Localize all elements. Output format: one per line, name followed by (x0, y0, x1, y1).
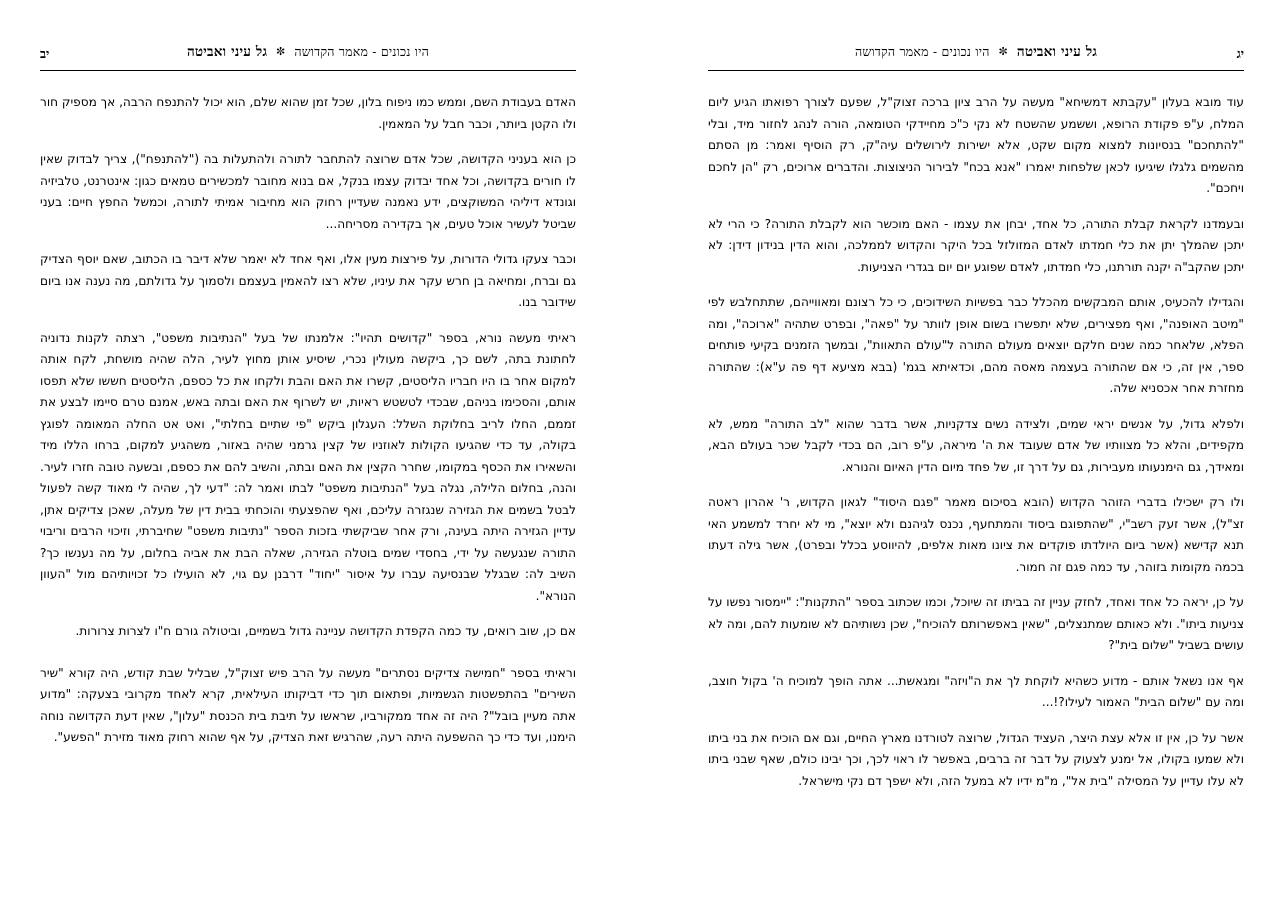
running-head-right-section: היו נכונים - מאמר הקדושה (294, 44, 430, 59)
paragraph: על כן, יראה כל אחד ואחד, לחזק עניין זה בביתו זה שיוכל, וכמו שכתוב בספר "התקנות": "יימסור נפשו על צניעות ביתו". ולא כאותם שמתנצלים, "שאין באפשרותם להוכיח", שכן נשותיהם לא שומעות להם, ומה לא עושים בשביל "שלום בית"? (708, 595, 1244, 653)
paragraph: וראיתי בספר "חמישה צדיקים נסתרים" מעשה על הרב פיש זצוק"ל, שבליל שבת קודש, היה קורא "שיר השירים" בהתפשטות הגשמיות, ופתאום תוך כדי דביקותו העילאית, קרא לאחד מקרובי בצעקה: "מדוע אתה מעיין בובל"? היה זה אחד ממקורביו, שראשו על תיבת בית הכנסת "עלון", שאין דעת הקדושה נוחה הימנו, ועד כדי כך ההשפעה היתה רעה, שהרגיש זאת הצדיק, על אף שהוא רחוק מאוד מזירת "הפשע". (40, 665, 576, 745)
page-left-content-area (708, 44, 1244, 847)
running-head-right (40, 44, 576, 74)
header-rule-right (40, 70, 576, 71)
paragraph: עוד מובא בעלון "עקבתא דמשיחא" מעשה על הרב ציון ברכה זצוק"ל, שפעם לצורך רפואתו הגיע ליום המלח, ע"פ פקודת הרופא, וששמע שהשטח לא נקי כ"כ מחיידקי הטומאה, הורה לנהג לחזור מיד, ובלי "להתחכם" בנסיונות למצוא מקום שקט, אלא ישירות לירושלים עיה"ק, רק הוסיף ואמר: מן הסתם מהשמים גלגלו שיגיעו לכאן שלפחות יאמרו "אנא בכח" לבירור הניצוצות. והדברים ארוכים, רק "הן לחכם ויחכם". (708, 95, 1244, 196)
folio-right: יב (40, 46, 50, 61)
paragraph: ולפלא גדול, על אנשים יראי שמים, ולצידה נשים צדקניות, אשר בדבר שהוא "לב התורה" ממש, לא מקפידים, והלא כל מצוותיו של אדם שעובד את ה' מיראה, ע"פ רוב, הם בכדי לקבל שכר בעולם הבא, ומאידך, גם הימנעותו מעבירות, גם על דרך זו, של פחד מיום הדין האיום והנורא. (708, 416, 1244, 474)
folio-left: יג (1236, 46, 1244, 61)
header-rule-left (708, 70, 1244, 71)
page-right-content-area (40, 44, 576, 847)
running-head-left-text (708, 44, 1244, 60)
body-text-right (40, 92, 576, 749)
paragraph: כן הוא בעניני הקדושה, שכל אדם שרוצה להתחבר לתורה ולהתעלות בה ("להתנפח"), צריך לבדוק שאין לו חורים בקדושה, וכל אחד יבדוק עצמו בנקל, אם בנוא מחובר למכשירים טמאים כגון: אינטרנט, טלביזיה וגונדא דיליהי המשוקצים, ידע נאמנה שעדיין רחוק הוא מחיבור אמיתי לתורה, וכמשל החפץ חיים: בעני שביטל לעשיר אוכל טעים, אך בקדירה מסריחה... (40, 152, 576, 231)
paragraph: ובעמדנו לקראת קבלת התורה, כל אחד, יבחן את עצמו - האם מוכשר הוא לקבלת התורה? כי הרי לא יתכן שהמלך יתן את כלי חמדתו לאדם המזולזל בכל היקר והקדוש לממלכה, והוא הדין בנידון דידן: לא יתכן שהקב"ה יקנה תורתנו, כלי חמדתו, לאדם שפוגע יום יום בגדרי הצניעות. (708, 216, 1244, 274)
paragraph: אף אנו נשאל אותם - מדוע כשהיא לוקחת לך את ה"ויזה" ומגאשת... אתה הופך למוכיח ה' בקול חוצב, ומה עם "שלום הבית" האמור לעילו?!... (708, 673, 1244, 710)
paragraph: ראיתי מעשה נורא, בספר "קדושים תהיו": אלמנתו של בעל "הנתיבות משפט", רצתה לקנות נדוניה לחתונת בתה, לשם כך, ביקשה מעולין נכרי, שיסיע אותן מחוץ לעיר, הלה שהיה מושחת, לקח אותה למקום אחר בו היו חבריו הליסטים, קשרו את האם והבת ולקחו את כל כספם, הליסטים חששו שלא תפסו אותם, והסכימו בניהם, שבכדי לטשטש ראיות, יש לשרוף את האם ובתה באש, אמנם טרם סיימו לבצע את זממם, החלו לריב בחלוקת השלל: העגלון ביקש "פי שתיים בחלתי", ואט אט החלה המאומה לפוגץ בקולה, עד כדי שהגיעו הקולות לאוזניו של קצין גרמני שהיה באזור, משהגיע למקום, ברחו הללו מיד והשאירו את הכסף במקומו, שחרר הקצין את האם ובתה, והשיב להם את כספם, ובשעה טובה חזרו לעיר. והנה, בחלום הלילה, נגלה בעל "הנתיבות משפט" לבתו ואמר לה: "דעי לך, שהיה לי מאוד קשה לפעול לבטל בשמים את הגזירה שנגזרה עליכם, ואף שהפצעתי והוכחתי בבית דין של מעלה, שאכן צדיקים אתן, עדיין הגזירה היתה בעינה, ורק אחר שביקשתי בזכות הספר "נתיבות משפט" שחיברתי, וזיכוי הרבים וריבוי התורה שנגעשה על ידי, בחסדי שמים בוטלה הגזירה, שאלה הבת את אביה בחלום, על מה נענשו כך? השיב לה: שבגלל שבנסיעה עברו על איסור "יחוד" דרבנן עם גוי, לא הועילו כל זכויותיהם מול "העוון הנורא". (40, 330, 576, 603)
running-head-right-book-title: גל עיני ואביטה (186, 44, 268, 60)
paragraph: האדם בעבודת השם, וממש כמו ניפוח בלון, שכל זמן שהוא שלם, הוא יכול להתנפח הרבה, אך מספיק חור ולו הקטן ביותר, וכבר חבל על המאמין. (40, 95, 576, 131)
body-text-left (708, 92, 1244, 792)
running-head-left-book-title: גל עיני ואביטה (1016, 44, 1098, 60)
page-left (642, 0, 1284, 907)
running-head-left (708, 44, 1244, 74)
running-head-separator-icon: ✼ (998, 45, 1008, 58)
running-head-left-section: היו נכונים - מאמר הקדושה (854, 44, 990, 59)
paragraph: אשר על כן, אין זו אלא עצת היצר, העציד הגדול, שרוצה לטורדנו מארץ החיים, וגם אם הוכיח את בני ביתו ולא שמעו בקולו, אל ימנע לצעוק על דבר זה ברבים, באפשר לו ראוי לכך, וכך יבינו כולם, שאף שבני ביתו לא עלו עדיין על המסילה "בית אל", מ"מ ידיו לא במעל הזה, ולא ישפך דם נקי מישראל. (708, 730, 1244, 788)
running-head-right-text (40, 44, 576, 60)
paragraph: וכבר צעקו גדולי הדורות, על פירצות מעין אלו, ואף אחד לא יאמר שלא דיבר בו הכתוב, שאם יוסף הצדיק גם וברח, ומחיאה בן חרש עקר את עיניו, שלא רצו להאמין בעצמם ולסמוך על גדולתם, מה נענה אנו ביום שידובר בנו. (40, 252, 576, 310)
paragraph: אם כן, שוב רואים, עד כמה הקפדת הקדושה עניינה גדול בשמיים, וביטולה גורם ח"ו לצרות צרורות. (75, 624, 576, 639)
paragraph: ולו רק ישכילו בדברי הזוהר הקדוש (הובא בסיכום מאמר "פגם היסוד" לגאון הקדוש, ר' אהרון ראטה זצ"ל), אשר זעק רשב"י, "שהתפוגם ביסוד והמתחעף, נכנס לגיהנם ולא יוצא", מי לא יחרד למשמע האי תנא קדישא (אשר ביום היולדתו פוקדים את ציונו מאות אלפים, להיווסע בכלל ובפרט), אשר גילה דעתו בכמה מקומות בזוהר, עד כמה פגם זה חמור. (708, 495, 1244, 574)
paragraph: והגדילו להכעיס, אותם המבקשים מהכלל כבר בפשיות השידוכים, כי כל רצונם ומאווייהם, שתתחלבש לפי "מיטב האופנה", ואף מפצירים, שלא יתפשרו בשום אופן לוותר על "פאה", ובפרט שתהיה "ארוכה", ומה הפלא, שלאחר כמה שנים חלקם יוצאים מעולם התורה ל"עולם התאוות", ובמשך הזמנים בקיעי פותחים ספר, אין זה, כי אם שהתורה בעצמה מאסה מהם, וכדאיתא בגמ' (בבא מציעא דף פה ע"א): שהתורה מחזרת אחר אכסניא שלה. (708, 295, 1244, 396)
page-right (0, 0, 642, 907)
running-head-separator-icon: ✼ (276, 45, 286, 58)
